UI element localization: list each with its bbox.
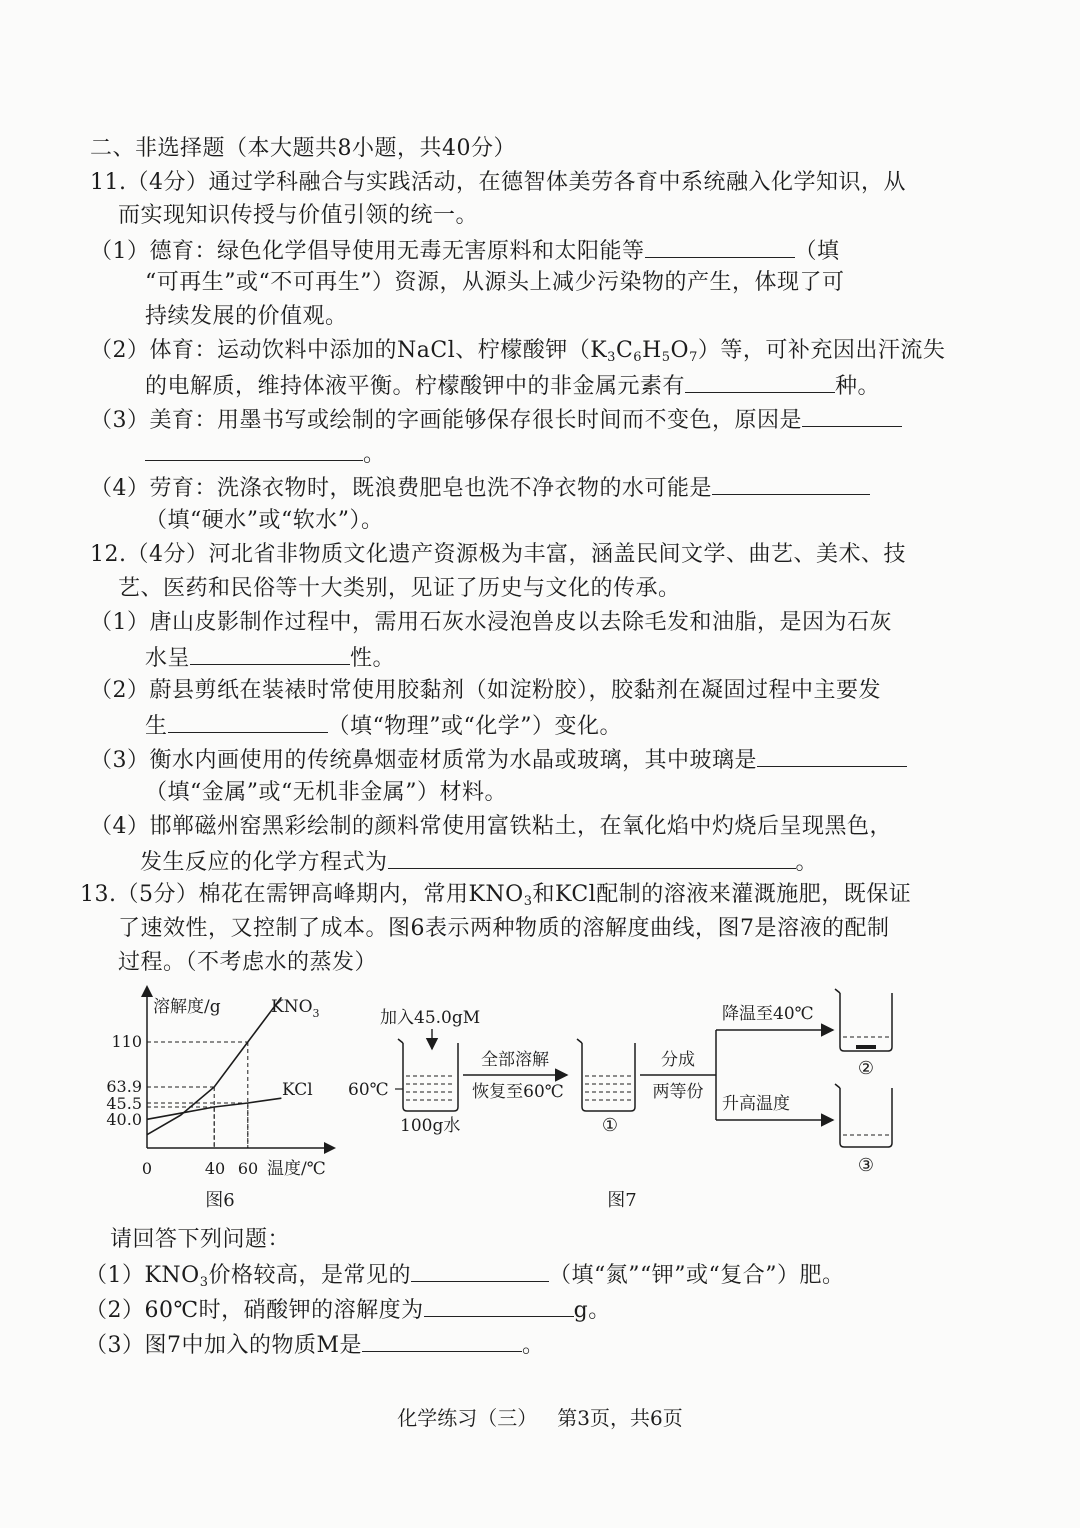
q12-part1-line1: （1）唐山皮影制作过程中，需用石灰水浸泡兽皮以去除毛发和油脂，是因为石灰 [90,610,892,635]
q11-part1-blank[interactable] [645,235,795,258]
footer-page-number: 第3页，共6页 [557,1406,683,1430]
q11-part1-line2: “可再生”或“不可再生”）资源，从源头上减少污染物的产生，体现了可 [145,270,845,295]
q13-part3: （3）图7中加入的物质M是 。 [85,1329,545,1361]
water-label: 100g水 [400,1116,461,1136]
figure-7-caption: 图7 [607,1190,637,1211]
q11-stem-line1: 11.（4分）通过学科融合与实践活动，在德智体美劳各育中系统融入化学知识，从 [90,170,906,195]
q12-part1-line2: 水呈 性。 [145,642,395,674]
y-tick-45-5: 45.5 [106,1094,142,1113]
split-label-bottom: 两等份 [652,1082,704,1102]
q12-part1-blank[interactable] [190,642,350,665]
beaker-initial [398,1039,458,1111]
figure-6-solubility-chart [95,985,355,1225]
q11-part1-line3: 持续发展的价值观。 [145,304,348,329]
q11-part2-blank[interactable] [685,370,835,393]
q13-part2: （2）60℃时，硝酸钾的溶解度为 g。 [85,1294,611,1326]
beaker-1 [577,1039,635,1111]
q13-stem-line2: 了速效性，又控制了成本。图6表示两种物质的溶解度曲线，图7是溶液的配制 [118,916,890,941]
q12-part3-blank[interactable] [757,744,907,767]
q12-part2-line2: 生 （填“物理”或“化学”）变化。 [145,710,622,742]
footer-title: 化学练习（三） [397,1406,538,1430]
y-axis-label: 溶解度/g [153,997,221,1017]
kno3-series-label: $KNO_3$ [271,997,320,1020]
q12-part3-line1: （3）衡水内画使用的传统鼻烟壶材质常为水晶或玻璃，其中玻璃是 [90,744,907,776]
dissolve-label: 全部溶解 [481,1050,549,1070]
q13-stem-line1: 13.（5分）棉花在需钾高峰期内，常用$KNO_3$和KCl配制的溶液来灌溉施肥，既保证 [80,882,912,909]
q11-part4-line1: （4）劳育：洗涤衣物时，既浪费肥皂也洗不净衣物的水可能是 [90,472,870,504]
q13-part2-blank[interactable] [424,1294,574,1317]
q11-part2-line1: （2）体育：运动饮料中添加的NaCl、柠檬酸钾$(K_3C_6H_5O_7)$等，可补充因出汗流失 [90,338,946,365]
beaker-1-label: ① [601,1115,619,1136]
q13-prompt: 请回答下列问题： [110,1227,291,1252]
section-title: 二、非选择题（本大题共8小题，共40分） [90,136,516,161]
q11-part2-line2: 的电解质，维持体液平衡。柠檬酸钾中的非金属元素有 种。 [145,370,880,402]
add-substance-label: 加入45.0gM [380,1008,481,1028]
q11-part1-line1: （1）德育：绿色化学倡导使用无毒无害原料和太阳能等 （填 [90,235,840,267]
figure-6-caption: 图6 [205,1190,235,1211]
beaker-3 [835,1084,892,1147]
beaker-2 [835,989,892,1051]
q11-part4-line2: （填“硬水”或“软水”）。 [145,508,384,533]
q11-part3-blank-b[interactable] [145,438,363,461]
q12-stem-line1: 12.（4分）河北省非物质文化遗产资源极为丰富，涵盖民间文学、曲艺、美术、技 [90,542,906,567]
kcl-series-label: KCl [282,1080,313,1100]
restore-60-label: 恢复至60℃ [472,1082,564,1102]
x-tick-60: 60 [237,1159,259,1178]
q13-part1-blank[interactable] [411,1259,549,1282]
y-tick-110: 110 [111,1032,142,1051]
q12-stem-line2: 艺、医药和民俗等十大类别，见证了历史与文化的传承。 [118,576,681,601]
x-axis-label: 温度/℃ [267,1159,326,1179]
q13-part3-blank[interactable] [362,1329,522,1352]
q11-part3-line2: 。 [145,438,386,470]
split-label-top: 分成 [661,1050,695,1070]
q12-part4-line2: 发生反应的化学方程式为 。 [140,846,818,878]
q12-part4-line1: （4）邯郸磁州窑黑彩绘制的颜料常使用富铁粘土，在氧化焰中灼烧后呈现黑色， [90,814,892,839]
q12-part3-line2: （填“金属”或“无机非金属”）材料。 [145,780,507,805]
page-footer [0,1402,1080,1431]
q11-part4-blank[interactable] [712,472,870,495]
q12-part2-blank[interactable] [168,710,328,733]
q13-stem-line3: 过程。（不考虑水的蒸发） [118,950,378,975]
figure-7-process-diagram [340,985,920,1225]
y-tick-63-9: 63.9 [106,1077,142,1096]
raise-temperature-label: 升高温度 [722,1094,790,1114]
beaker-2-label: ② [857,1058,875,1079]
q12-part4-blank[interactable] [388,846,796,869]
x-tick-40: 40 [204,1159,226,1178]
cool-to-40-label: 降温至40℃ [722,1004,814,1024]
guide-lines [147,1042,248,1148]
q11-part3-line1: （3）美育：用墨书写或绘制的字画能够保存很长时间而不变色，原因是 [90,404,902,436]
q13-part1: $(1)KNO_3$价格较高，是常见的 （填“氮”“钾”或“复合”）肥。 [85,1259,845,1298]
temperature-60-label: 60℃ [348,1080,389,1100]
q11-part3-blank-a[interactable] [802,404,902,427]
q12-part2-line1: （2）蔚县剪纸在装裱时常使用胶黏剂（如淀粉胶），胶黏剂在凝固过程中主要发 [90,678,881,703]
x-tick-0: 0 [141,1159,153,1178]
q11-stem-line2: 而实现知识传授与价值引领的统一。 [118,203,479,228]
y-tick-40-0: 40.0 [106,1110,142,1129]
beaker-3-label: ③ [857,1155,875,1176]
